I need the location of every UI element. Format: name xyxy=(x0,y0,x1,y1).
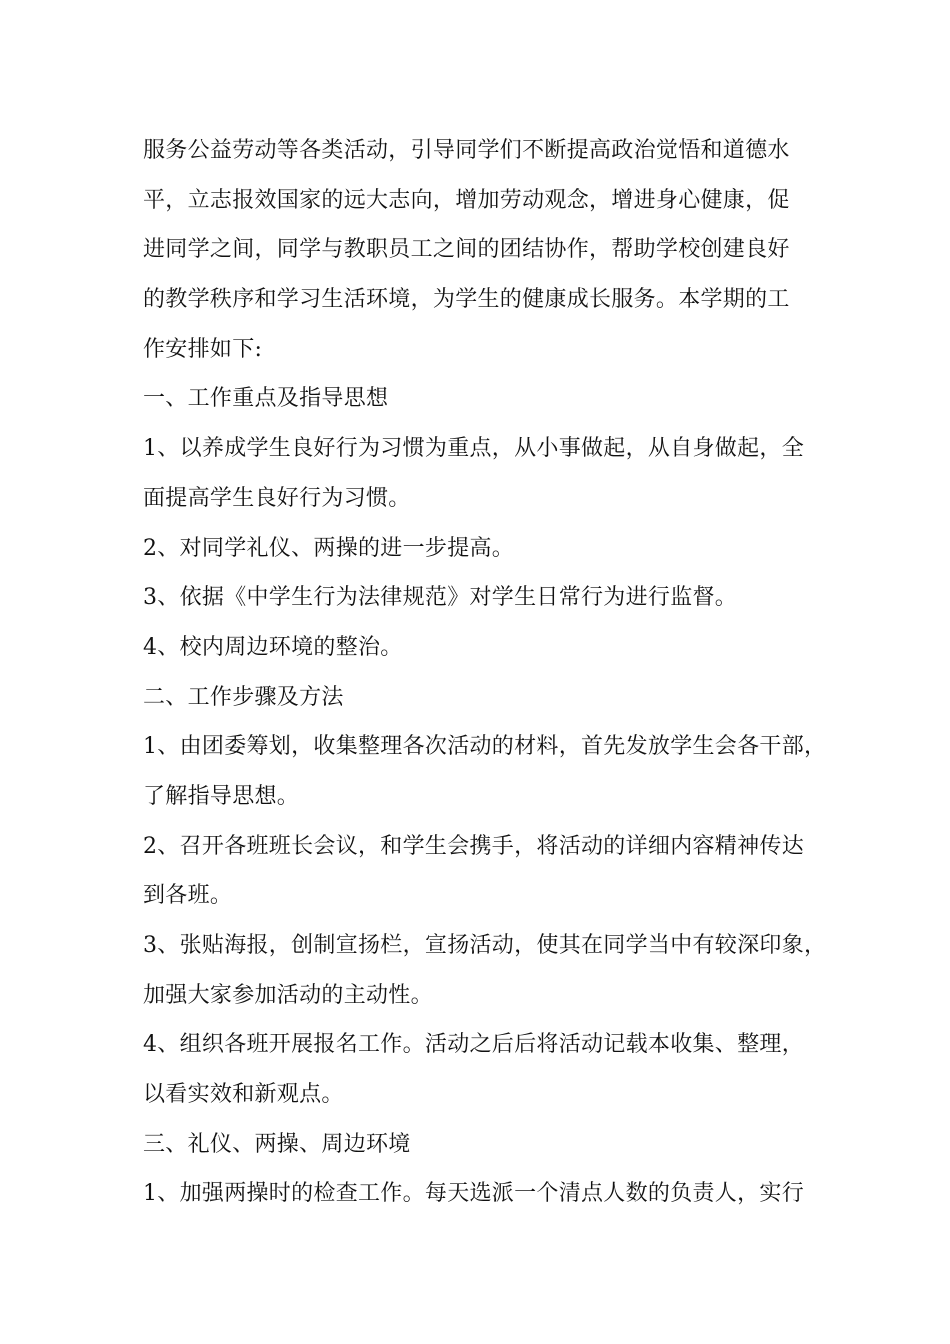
paragraph-line: 平，立志报效国家的远大志向，增加劳动观念，增进身心健康，促 xyxy=(143,187,790,213)
list-item: 4、组织各班开展报名工作。活动之后后将活动记载本收集、整理， xyxy=(143,1032,804,1058)
section-heading: 二、工作步骤及方法 xyxy=(143,684,344,710)
list-item-continuation: 面提高学生良好行为习惯。 xyxy=(143,485,411,511)
list-item: 1、由团委筹划，收集整理各次活动的材料，首先发放学生会各干部， xyxy=(143,734,827,760)
list-item: 1、以养成学生良好行为习惯为重点，从小事做起，从自身做起，全 xyxy=(143,436,804,462)
list-item: 2、对同学礼仪、两操的进一步提高。 xyxy=(143,535,515,561)
paragraph-line: 作安排如下: xyxy=(143,336,263,362)
list-item: 3、张贴海报，创制宣扬栏，宣扬活动，使其在同学当中有较深印象， xyxy=(143,933,827,958)
list-item-continuation: 以看实效和新观点。 xyxy=(143,1082,344,1108)
list-item-continuation: 到各班。 xyxy=(143,883,233,909)
list-item: 3、依据《中学生行为法律规范》对学生日常行为进行监督。 xyxy=(143,585,738,611)
list-item: 1、加强两操时的检查工作。每天选派一个清点人数的负责人，实行 xyxy=(143,1181,804,1207)
list-item-continuation: 加强大家参加活动的主动性。 xyxy=(143,982,433,1008)
section-heading: 三、礼仪、两操、周边环境 xyxy=(143,1131,411,1157)
list-item: 4、校内周边环境的整治。 xyxy=(143,634,403,660)
list-item: 2、召开各班班长会议，和学生会携手，将活动的详细内容精神传达 xyxy=(143,833,804,859)
section-heading: 一、工作重点及指导思想 xyxy=(143,386,389,412)
paragraph-line: 的教学秩序和学习生活环境，为学生的健康成长服务。本学期的工 xyxy=(143,287,790,313)
document-body xyxy=(143,126,843,1219)
paragraph-line: 进同学之间，同学与教职员工之间的团结协作，帮助学校创建良好 xyxy=(143,237,790,263)
list-item-continuation: 了解指导思想。 xyxy=(143,783,300,809)
paragraph-line: 服务公益劳动等各类活动，引导同学们不断提高政治觉悟和道德水 xyxy=(143,138,790,163)
